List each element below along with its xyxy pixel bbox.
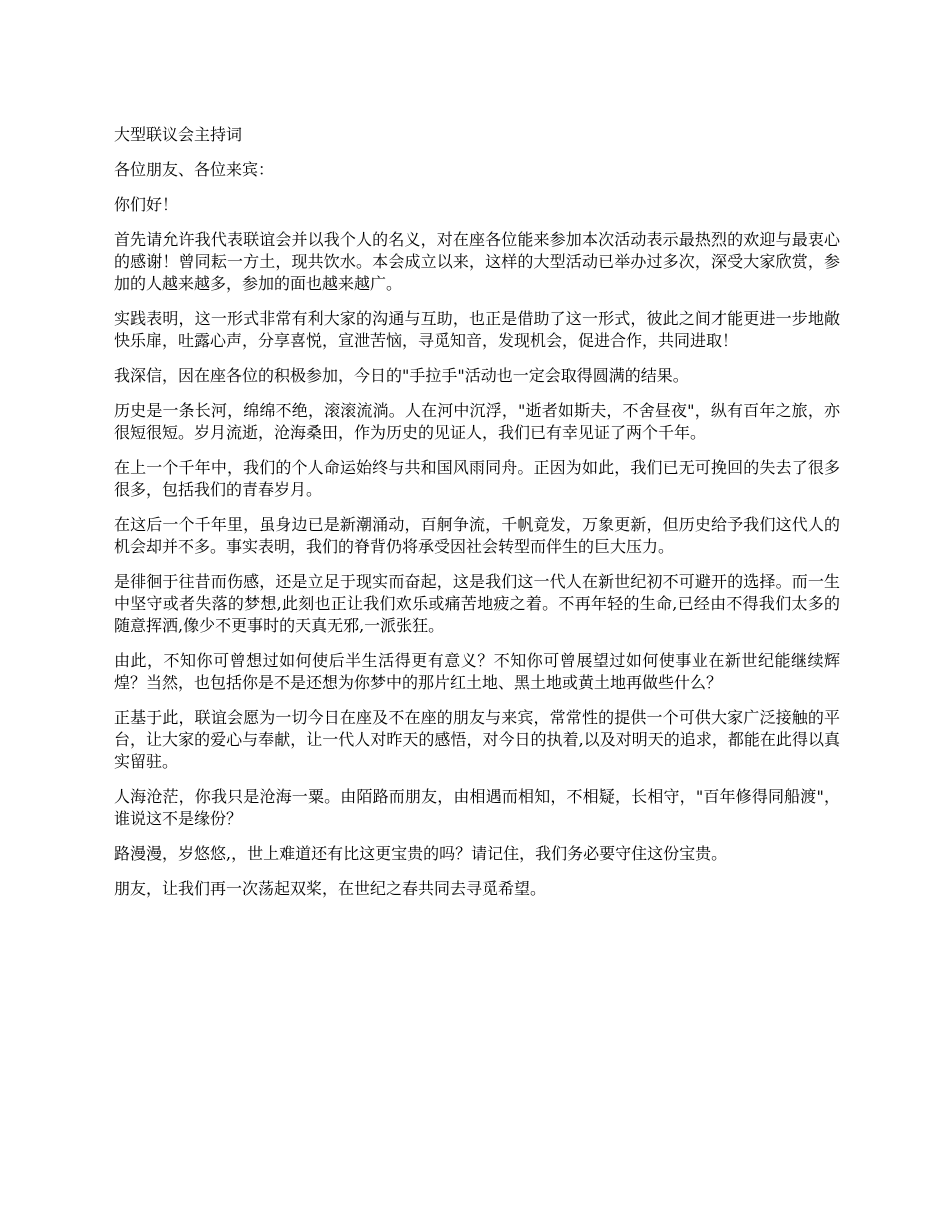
document-title: 大型联议会主持词 [114,125,243,144]
paragraph-closing: 朋友，让我们再一次荡起双桨，在世纪之春共同去寻觅希望。 [114,879,547,898]
paragraph-last-millennium: 在上一个千年中，我们的个人命运始终与共和国风雨同舟。正因为如此，我们已无可挽回的失去了很多很多，包括我们的青春岁月。 [114,458,840,499]
paragraph-fate: 人海沧茫，你我只是沧海一粟。由陌路而朋友，由相遇而相知，不相疑，长相守，"百年修得同船渡"，谁说这不是缘份？ [114,787,840,828]
paragraph-practice: 实践表明，这一形式非常有利大家的沟通与互助，也正是借助了这一形式，彼此之间才能更进一步地敞快乐扉，吐露心声，分享喜悦，宣泄苦恼，寻觅知音，发现机会，促进合作，共同进取！ [114,309,840,350]
paragraph-choice: 是徘徊于往昔而伤感，还是立足于现实而奋起，这是我们这一代人在新世纪初不可避开的选择。而一生中坚守或者失落的梦想,此刻也正让我们欢乐或痛苦地疲之着。不再年轻的生命,已经由不得我们太多的随意挥洒,像少不更事时的天真无邪,一派张狂。 [114,572,840,635]
document-body [114,124,840,913]
paragraph-welcome: 首先请允许我代表联谊会并以我个人的名义，对在座各位能来参加本次活动表示最热烈的欢迎与最衷心的感谢！曾同耘一方土，现共饮水。本会成立以来，这样的大型活动已举办过多次，深受大家欣赏，参加的人越来越多，参加的面也越来越广。 [114,230,840,293]
paragraph-hello: 你们好！ [114,195,179,214]
paragraph-question: 由此，不知你可曾想过如何使后半生活得更有意义？不知你可曾展望过如何使事业在新世纪能继续辉煌？当然，也包括你是不是还想为你梦中的那片红土地、黑土地或黄土地再做些什么？ [114,651,840,692]
paragraph-history: 历史是一条长河，绵绵不绝，滚滚流淌。人在河中沉浮，"逝者如斯夫，不舍昼夜"，纵有百年之旅，亦很短很短。岁月流逝，沧海桑田，作为历史的见证人，我们已有幸见证了两个千年。 [114,401,840,442]
paragraph-platform: 正基于此，联谊会愿为一切今日在座及不在座的朋友与来宾，常常性的提供一个可供大家广泛接触的平台，让大家的爱心与奉献，让一代人对昨天的感悟，对今日的执着,以及对明天的追求，都能在此得以真实留驻。 [114,708,840,771]
paragraph-greeting: 各位朋友、各位来宾： [114,160,275,179]
paragraph-belief: 我深信，因在座各位的积极参加，今日的"手拉手"活动也一定会取得圆满的结果。 [114,366,689,385]
paragraph-treasure: 路漫漫，岁悠悠,，世上难道还有比这更宝贵的吗？请记住，我们务必要守住这份宝贵。 [114,844,728,863]
paragraph-new-millennium: 在这后一个千年里，虽身边已是新潮涌动，百舸争流，千帆竟发，万象更新，但历史给予我们这代人的机会却并不多。事实表明，我们的脊背仍将承受因社会转型而伴生的巨大压力。 [114,515,840,556]
